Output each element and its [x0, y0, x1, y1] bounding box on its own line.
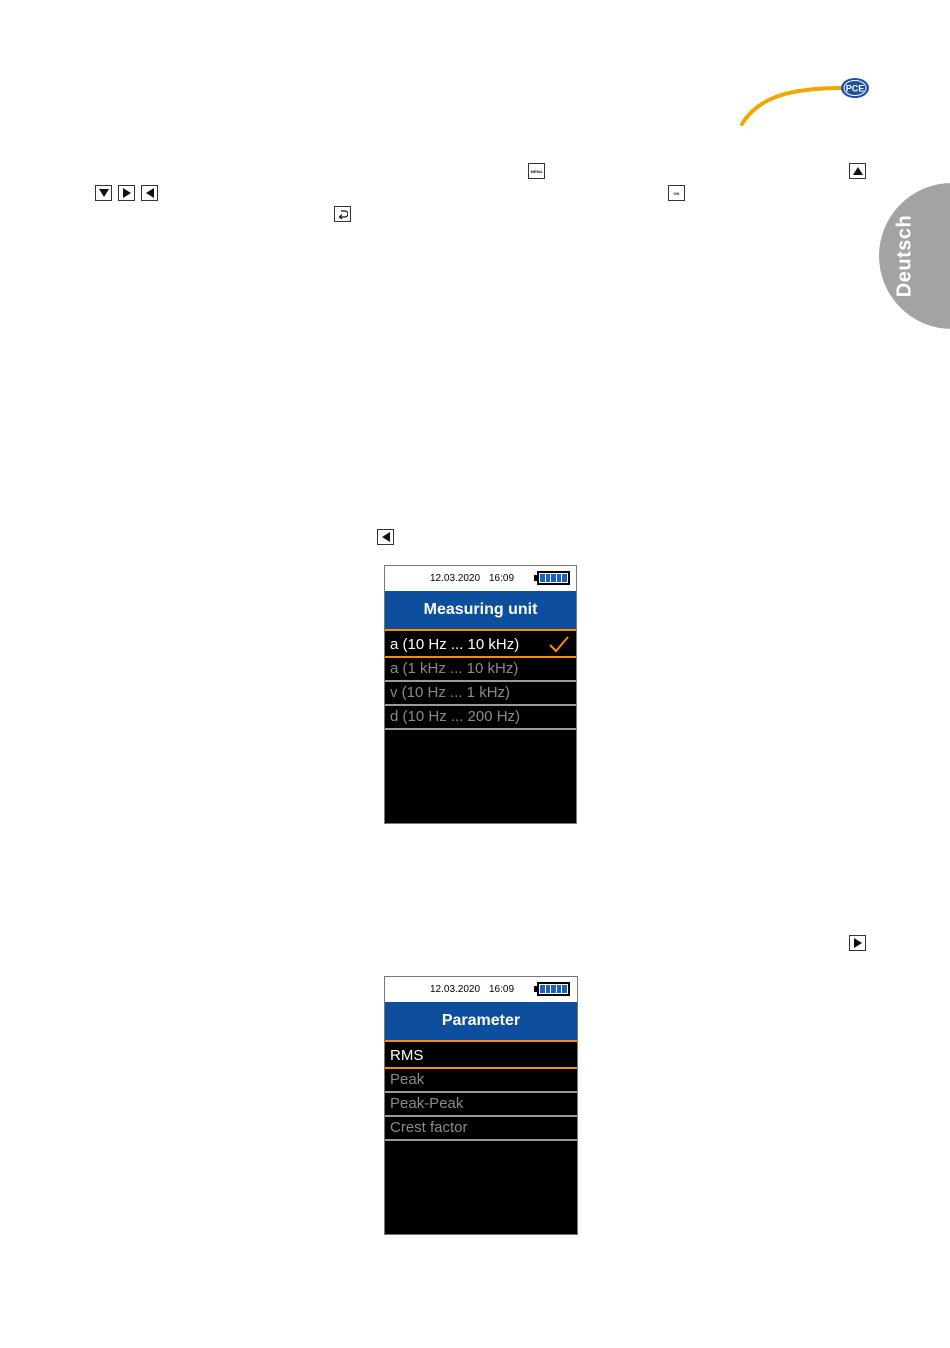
- arrow-right-icon: [118, 185, 135, 201]
- status-bar: [385, 977, 577, 1002]
- menu-item-unit-v[interactable]: [385, 682, 576, 704]
- screen-title: Parameter: [385, 1002, 577, 1040]
- arrow-left-icon: [377, 529, 394, 545]
- menu-item-label: a (1 kHz ... 10 kHz): [390, 660, 519, 677]
- status-date: 12.03.2020: [430, 573, 481, 584]
- menu-item-label: Crest factor: [390, 1119, 468, 1136]
- ok-key-icon: OK: [668, 185, 685, 201]
- menu-item-label: Peak: [390, 1071, 425, 1088]
- language-tab: [879, 183, 950, 329]
- status-time: 16:09: [489, 984, 515, 995]
- menu-item-unit-d[interactable]: [385, 706, 576, 728]
- device-screen-measuring-unit: [384, 565, 577, 824]
- battery-icon: [537, 571, 570, 585]
- battery-icon: [537, 982, 570, 996]
- language-tab-label: Deutsch: [893, 214, 916, 298]
- arrow-down-icon: [95, 185, 112, 201]
- menu-item-unit-a-1khz-10khz[interactable]: [385, 658, 576, 680]
- menu-item-label: d (10 Hz ... 200 Hz): [390, 708, 521, 725]
- menu-key-icon: MENU: [528, 163, 545, 179]
- arrow-up-icon: [849, 163, 866, 179]
- status-bar: [385, 566, 576, 591]
- arrow-right-icon: [849, 935, 866, 951]
- logo-text: PCE: [845, 83, 865, 94]
- menu-item-peak-peak[interactable]: [385, 1093, 577, 1115]
- menu-item-crest-factor[interactable]: [385, 1117, 577, 1139]
- device-screen-parameter: [384, 976, 578, 1235]
- menu-item-label: RMS: [390, 1047, 424, 1064]
- menu-item-label: Peak-Peak: [390, 1095, 464, 1112]
- menu-item-rms[interactable]: [385, 1045, 577, 1067]
- status-time: 16:09: [489, 573, 515, 584]
- pce-logo: [738, 76, 873, 128]
- check-icon: [548, 635, 570, 653]
- status-date: 12.03.2020: [430, 984, 481, 995]
- menu-item-label: v (10 Hz ... 1 kHz): [390, 684, 511, 701]
- menu-item-unit-a-10hz-10khz[interactable]: [385, 634, 576, 656]
- arrow-left-icon: [141, 185, 158, 201]
- back-arrow-icon: [334, 206, 351, 222]
- menu-item-label: a (10 Hz ... 10 kHz): [390, 636, 520, 653]
- menu-item-peak[interactable]: [385, 1069, 577, 1091]
- screen-title: Measuring unit: [385, 591, 576, 629]
